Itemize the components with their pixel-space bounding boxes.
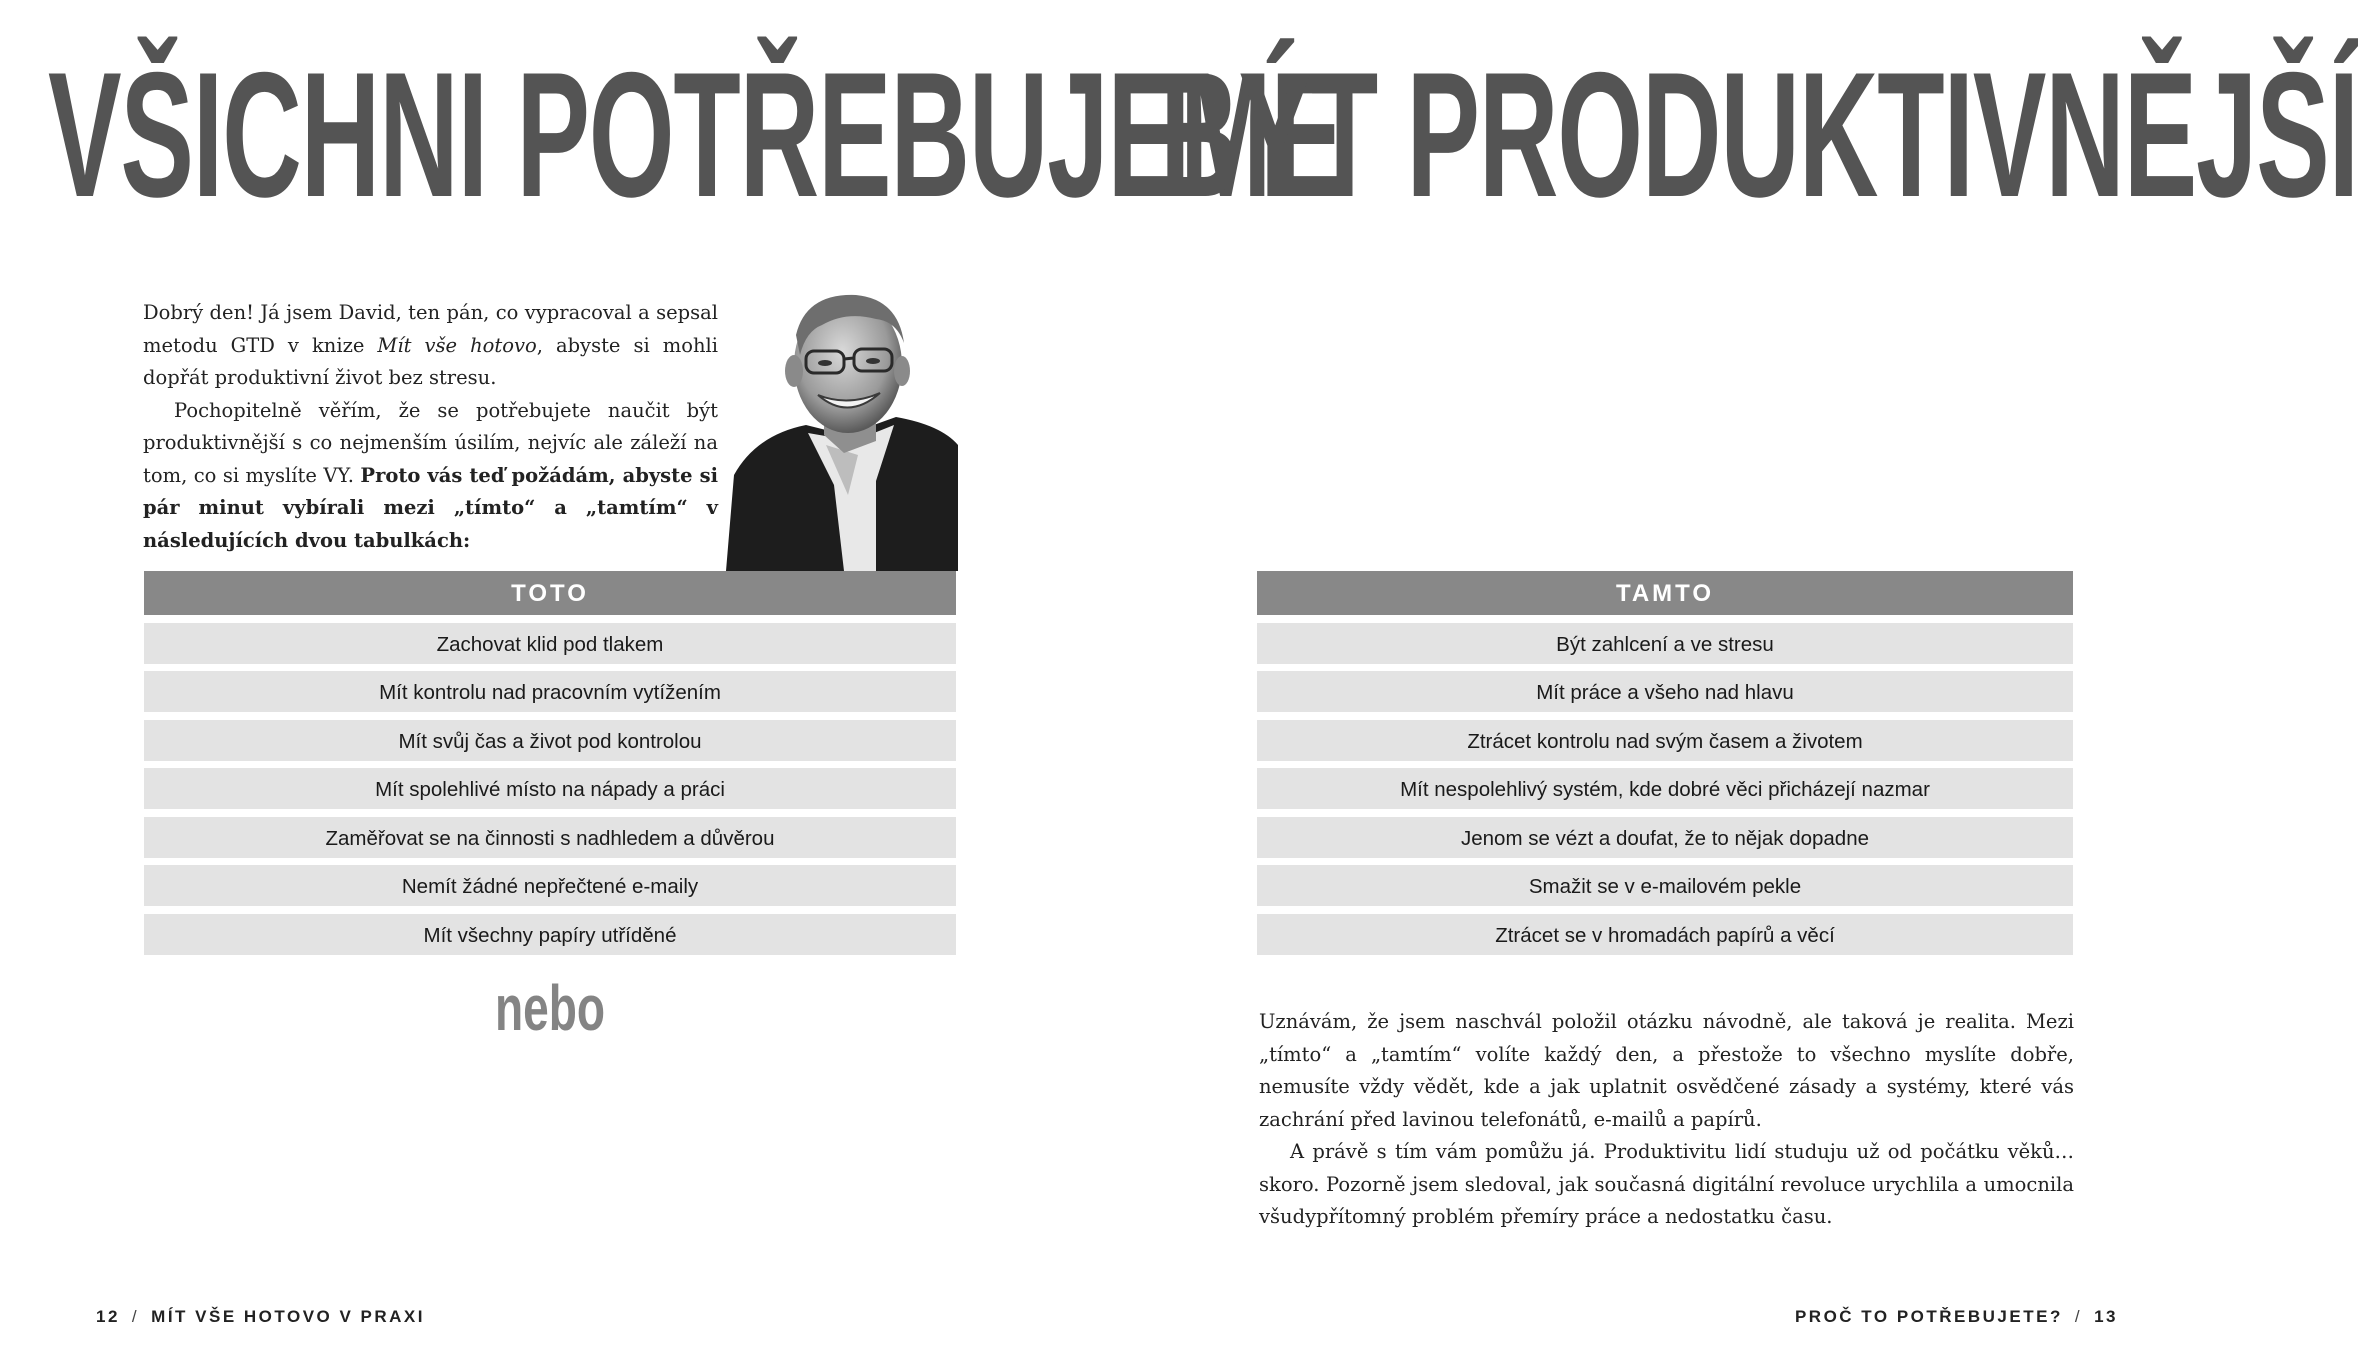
- headline-left: VŠICHNI POTŘEBUJEME: [48, 35, 1343, 234]
- table-tamto-row: Mít nespolehlivý systém, kde dobré věci přicházejí nazmar: [1257, 768, 2073, 809]
- intro-paragraph-2: [143, 395, 718, 558]
- table-toto-row: Mít kontrolu nad pracovním vytížením: [144, 671, 956, 712]
- body-text-right: [1259, 1006, 2074, 1234]
- table-toto-row: Mít svůj čas a život pod kontrolou: [144, 720, 956, 761]
- body-paragraph-2: A právě s tím vám pomůžu já. Produktivitu lidí studuju už od počátku věků… skoro. Pozorně jsem sledoval, jak současná digitální revoluce urychlila a umocnila všudypřítomný problém přemíry práce a nedostatku času.: [1259, 1140, 2074, 1228]
- book-title: Mít vše hotovo: [377, 333, 537, 357]
- table-tamto-header: TAMTO: [1257, 571, 2073, 615]
- intro-p2-bold: Proto vás teď požádám, abyste si pár minut vybírali mezi „tímto“ a „tamtím“ v následujících dvou tabulkách:: [143, 463, 718, 552]
- running-title-left: MÍT VŠE HOTOVO V PRAXI: [151, 1307, 425, 1326]
- table-toto: [144, 571, 956, 955]
- author-portrait-icon: [726, 285, 958, 571]
- table-tamto: [1257, 571, 2073, 955]
- table-tamto-row: Být zahlcení a ve stresu: [1257, 623, 2073, 664]
- intro-text: [143, 297, 718, 557]
- table-tamto-row: Mít práce a všeho nad hlavu: [1257, 671, 2073, 712]
- body-paragraph-1: Uznávám, že jsem naschvál položil otázku návodně, ale taková je realita. Mezi „tímto“ a „tamtím“ volíte každý den, a přestože to všechno myslíte dobře, nemusíte vždy vědět, kde a jak uplatnit osvědčené zásady a systémy, které vás zachrání před lavinou telefonátů, e-mailů a papírů.: [1259, 1010, 2074, 1131]
- intro-p2-a: Pochopitelně věřím, že se potřebujete naučit být produktivnější s co nejmenším úsilím, nejvíc ale záleží na tom, co si myslíte VY.: [143, 398, 718, 487]
- page-number-left: 12: [96, 1307, 120, 1326]
- table-toto-row: Nemít žádné nepřečtené e-maily: [144, 865, 956, 906]
- footer-separator: /: [131, 1307, 140, 1326]
- footer-left: [96, 1307, 425, 1327]
- intro-p1-a: Dobrý den! Já jsem David, ten pán, co vypracoval a sepsal metodu GTD v knize: [143, 301, 718, 357]
- nebo-label: nebo: [494, 972, 606, 1044]
- page-number-right: 13: [2094, 1307, 2118, 1326]
- footer-separator: /: [2074, 1307, 2083, 1326]
- table-toto-row: Zaměřovat se na činnosti s nadhledem a důvěrou: [144, 817, 956, 858]
- table-tamto-row: Jenom se vézt a doufat, že to nějak dopadne: [1257, 817, 2073, 858]
- table-toto-row: Zachovat klid pod tlakem: [144, 623, 956, 664]
- intro-paragraph-1: [143, 297, 718, 395]
- table-tamto-row: Ztrácet kontrolu nad svým časem a životem: [1257, 720, 2073, 761]
- table-tamto-row: Smažit se v e-mailovém pekle: [1257, 865, 2073, 906]
- author-portrait: [726, 285, 958, 571]
- intro-p1-b: , abyste si mohli dopřát produktivní život bez stresu.: [143, 333, 719, 389]
- table-toto-header: TOTO: [144, 571, 956, 615]
- table-toto-row: Mít všechny papíry utříděné: [144, 914, 956, 955]
- table-tamto-row: Ztrácet se v hromadách papírů a věcí: [1257, 914, 2073, 955]
- running-title-right: PROČ TO POTŘEBUJETE?: [1794, 1307, 2063, 1326]
- headline-right: BÝT PRODUKTIVNĚJŠÍ: [1160, 35, 2358, 234]
- table-toto-row: Mít spolehlivé místo na nápady a práci: [144, 768, 956, 809]
- footer-right: [1795, 1307, 2118, 1327]
